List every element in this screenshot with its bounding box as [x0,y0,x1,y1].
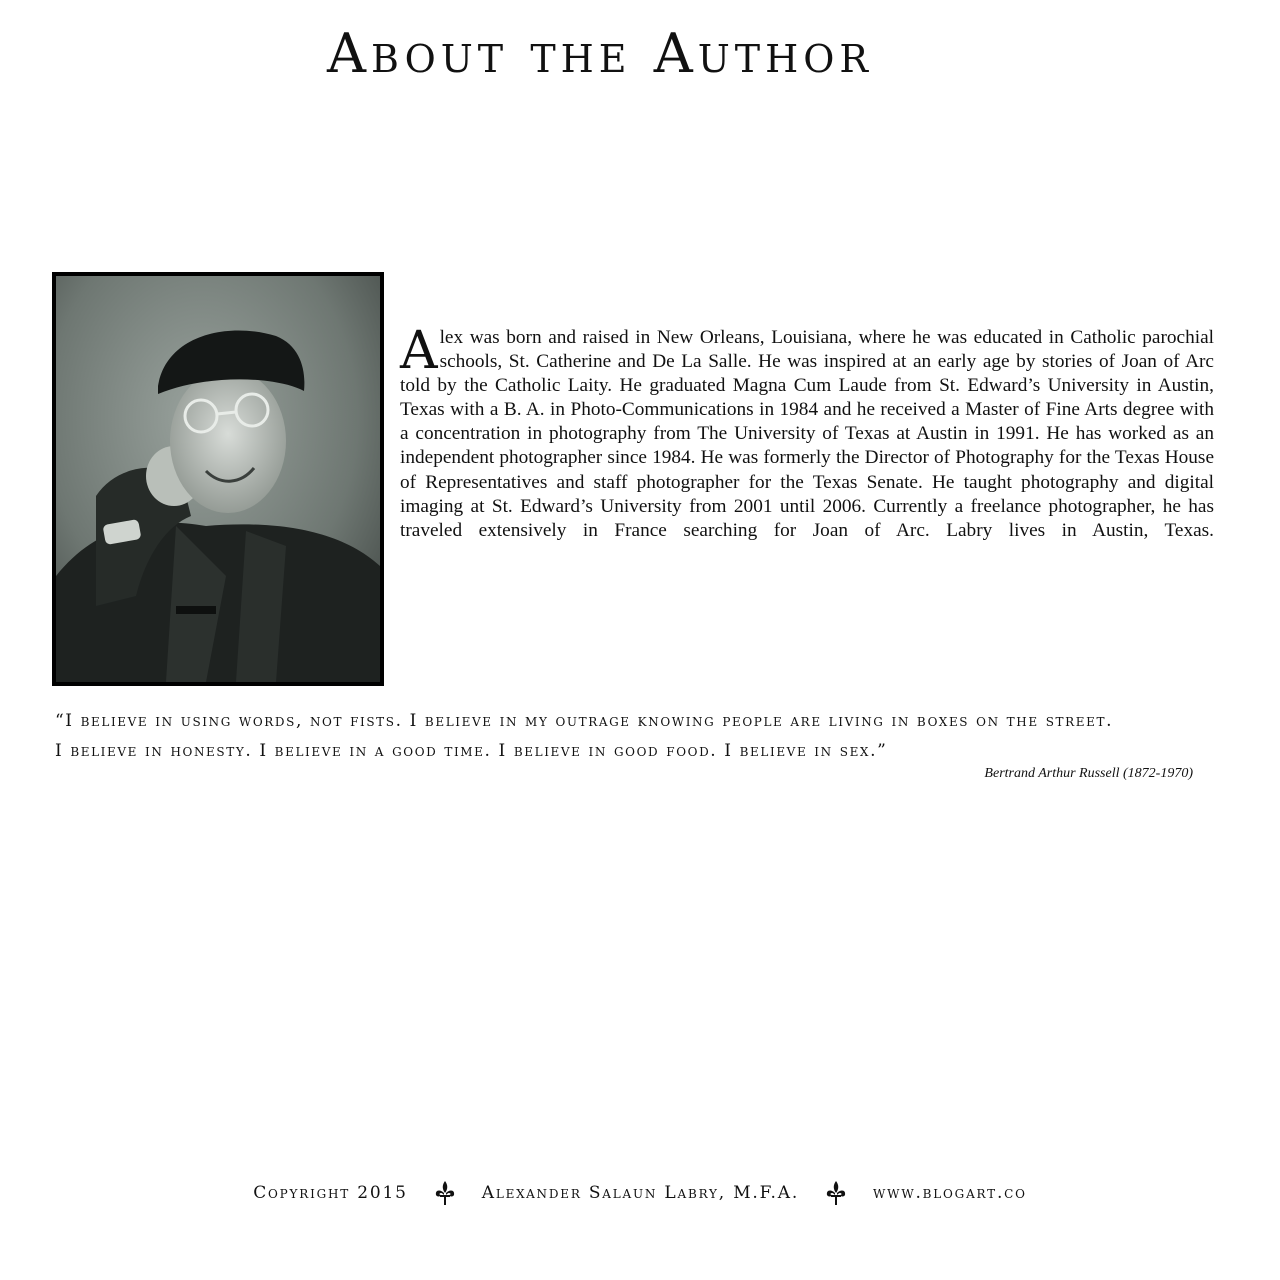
author-bio [400,321,1214,543]
footer-author: Alexander Salaun Labry, M.F.A. [481,1183,800,1203]
quote-line-2: I believe in honesty. I believe in a good time. I believe in good food. I believe in sex.” [55,741,888,761]
fleur-de-lis-icon [434,1180,456,1206]
footer-copyright: Copyright 2015 [253,1183,408,1203]
fleur-de-lis-icon [825,1180,847,1206]
author-portrait-icon [56,276,380,682]
quote-line-1: “I believe in using words, not fists. I believe in my outrage knowing people are living in boxes on the street. [55,711,1114,731]
quote-attribution: Bertrand Arthur Russell (1872-1970) [984,766,1193,781]
footer [0,1180,1280,1206]
bio-dropcap: A [400,321,438,381]
bio-text: lex was born and raised in New Orleans, Louisiana, where he was educated in Catholic parochial schools, St. Catherine and De La Salle. He was inspired at an early age by stories of Joan of Arc told by the Catholic Laity. He graduated Magna Cum Laude from St. Edward’s University in Austin, Texas with a B. A. in Photo-Communications in 1984 and he received a Master of Fine Arts degree with a concentration in photography from The University of Texas at Austin in 1991. He has worked as an independent photographer since 1984. He was formerly the Director of Photography for the Texas House of Representatives and staff photographer for the Texas Senate. He taught photography and digital imaging at St. Edward’s University from 2001 until 2006. Currently a freelance photographer, he has traveled extensively in France searching for Joan of Arc. Labry lives in Austin, Texas. [400,327,1214,541]
quote [55,706,1235,766]
page-title: About the Author [327,22,873,85]
footer-website: www.blogart.co [873,1183,1027,1203]
author-photo [52,272,384,686]
